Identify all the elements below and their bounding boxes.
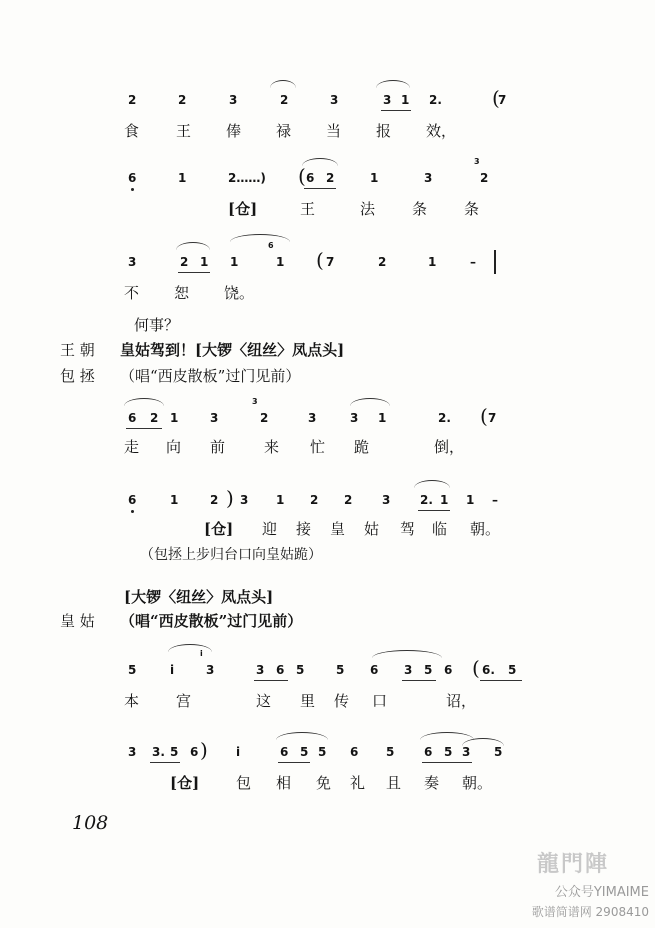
underline (480, 680, 522, 681)
note: 5 (300, 745, 309, 759)
paren-open: ( (472, 656, 480, 680)
dash: – (492, 493, 498, 507)
lyric-char: 包 (236, 774, 252, 792)
note: 5 (494, 745, 503, 759)
stage-direction: （包拯上步归台口向皇姑跪） (140, 547, 322, 563)
lyric-char: 临 (432, 520, 448, 538)
lyric-char: 姑 (364, 520, 380, 538)
watermark-line-2: 歌谱简谱网 2908410 (531, 905, 649, 919)
note: 2 (128, 93, 137, 107)
note: 2 (326, 171, 335, 185)
note: 3 (404, 663, 413, 677)
underline (304, 188, 336, 189)
watermark-line-1: 公众号YIMAIME (554, 885, 649, 900)
note: 1 (401, 93, 410, 107)
underline (402, 680, 436, 681)
lyric-char: 朝。 (462, 774, 493, 792)
note: 6 (128, 411, 137, 425)
note: 2 (180, 255, 189, 269)
slur (302, 158, 338, 166)
speech-line: 皇姑驾到！[大锣〈纽丝〉凤点头] (120, 341, 345, 359)
note: 3 (330, 93, 339, 107)
lyric-char: 当 (326, 122, 342, 140)
note: i (170, 663, 175, 677)
lyric-char: 向 (166, 438, 182, 456)
aria-direction: （唱“西皮散板”过门见前） (120, 612, 303, 630)
note: 2 (150, 411, 159, 425)
note: 3 (462, 745, 471, 759)
note: 1 (230, 255, 239, 269)
note: 7 (488, 411, 497, 425)
note: 2 (310, 493, 319, 507)
slur (176, 242, 210, 250)
note: 5 (128, 663, 137, 677)
note: 6 (306, 171, 315, 185)
note: 3 (350, 411, 359, 425)
lyric-char: 王 (176, 122, 192, 140)
lyric-char: 驾 (400, 520, 416, 538)
note: 5 (336, 663, 345, 677)
note: 2. (420, 493, 433, 507)
lyric-char: 礼 (350, 774, 366, 792)
underline (150, 762, 180, 763)
barline (494, 250, 496, 274)
note: 3 (210, 411, 219, 425)
note: 2 (210, 493, 219, 507)
note: 1 (178, 171, 187, 185)
lyric-char: 来 (264, 438, 280, 456)
note: 2 (178, 93, 187, 107)
lyric-char: 里 (300, 692, 316, 710)
paren-open: ( (492, 86, 500, 110)
note: 5 (318, 745, 327, 759)
lyric-char: 报 (376, 122, 392, 140)
note: 3 (128, 745, 137, 759)
note: 3 (383, 93, 392, 107)
slur (168, 644, 212, 652)
note: 5 (170, 745, 179, 759)
lyric-char: 条 (464, 200, 480, 218)
lyric-char: 食 (124, 122, 140, 140)
lyric-char: 接 (296, 520, 312, 538)
note: 2. (429, 93, 442, 107)
note: 3 (206, 663, 215, 677)
slur (414, 480, 450, 488)
lyric-char: 法 (360, 200, 376, 218)
watermark (449, 842, 649, 922)
note: 2 (378, 255, 387, 269)
dash: – (470, 255, 476, 269)
note: 6 (128, 493, 137, 507)
lyric-char: 皇 (330, 520, 346, 538)
speaker-huanggu: 皇 姑 (60, 612, 95, 630)
note: 5 (444, 745, 453, 759)
grace-note: i (200, 649, 203, 658)
gong-mark: [仓] (204, 520, 234, 538)
grace-note: 3 (252, 397, 258, 406)
note: 6 (190, 745, 199, 759)
note: 5 (296, 663, 305, 677)
note: 1 (276, 255, 285, 269)
note: 1 (466, 493, 475, 507)
lyric-char: 禄 (276, 122, 292, 140)
lyric-char: 奏 (424, 774, 440, 792)
low-dot (131, 510, 134, 513)
note: 6 (276, 663, 285, 677)
lyric-char: 诏， (446, 692, 477, 710)
grace-note: 6 (268, 241, 274, 250)
note: 3 (240, 493, 249, 507)
note: 2 (280, 93, 289, 107)
note: 6 (128, 171, 137, 185)
note: 5 (424, 663, 433, 677)
lyric-char: 传 (334, 692, 350, 710)
percussion-heading: [大锣〈纽丝〉凤点头] (124, 588, 274, 606)
note: 3. (152, 745, 165, 759)
note: 3 (308, 411, 317, 425)
lyric-char: 前 (210, 438, 226, 456)
lyric-char: 俸 (226, 122, 242, 140)
gong-mark: [仓] (228, 200, 258, 218)
page-number: 108 (72, 812, 109, 834)
note: 1 (170, 493, 179, 507)
lyric-char: 忙 (310, 438, 326, 456)
gong-mark: [仓] (170, 774, 200, 792)
note: 6. (482, 663, 495, 677)
slur (230, 234, 290, 242)
lyric-char: 饶。 (224, 284, 255, 302)
lyric-char: 效， (426, 122, 457, 140)
lyric-char: 迎 (262, 520, 278, 538)
note: 6 (370, 663, 379, 677)
paren-open: ( (316, 248, 324, 272)
lyric-char: 这 (256, 692, 272, 710)
grace-note: 3 (474, 157, 480, 166)
note: 1 (378, 411, 387, 425)
paren-open: ( (298, 164, 306, 188)
underline (178, 272, 210, 273)
aria-direction: （唱“西皮散板”过门见前） (120, 367, 301, 385)
note: 3 (382, 493, 391, 507)
slur (420, 732, 474, 740)
slur (350, 398, 390, 406)
note: 2……) (228, 171, 266, 185)
underline (422, 762, 472, 763)
speaker-baozheng: 包 拯 (60, 367, 95, 385)
slur (124, 398, 164, 406)
note: 2 (480, 171, 489, 185)
lyric-char: 本 (124, 692, 140, 710)
note: 2. (438, 411, 451, 425)
low-dot (131, 188, 134, 191)
lyric-char: 倒， (434, 438, 465, 456)
note: 3 (128, 255, 137, 269)
slur (372, 650, 442, 658)
paren-close: ) (226, 486, 234, 510)
lyric-char: 跪 (354, 438, 370, 456)
paren-close: ) (200, 738, 208, 762)
lyric-char: 免 (316, 774, 332, 792)
note: 2 (344, 493, 353, 507)
note: 3 (229, 93, 238, 107)
note: 6 (280, 745, 289, 759)
speech: 何事？ (134, 316, 180, 334)
note: 1 (276, 493, 285, 507)
note: 1 (370, 171, 379, 185)
watermark-logo: 龍門陣 (536, 852, 609, 877)
underline (381, 110, 411, 111)
note: 3 (424, 171, 433, 185)
note: 1 (200, 255, 209, 269)
note: 3 (256, 663, 265, 677)
note: 7 (498, 93, 507, 107)
lyric-char: 口 (372, 692, 388, 710)
note: i (236, 745, 241, 759)
note: 5 (386, 745, 395, 759)
underline (418, 510, 450, 511)
underline (254, 680, 288, 681)
lyric-char: 条 (412, 200, 428, 218)
lyric-char: 宫 (176, 692, 192, 710)
note: 6 (444, 663, 453, 677)
note: 1 (170, 411, 179, 425)
speaker-wangchao: 王 朝 (60, 341, 95, 359)
lyric-char: 且 (386, 774, 402, 792)
lyric-char: 走 (124, 438, 140, 456)
lyric-char: 王 (300, 200, 316, 218)
slur (276, 732, 328, 740)
underline (278, 762, 310, 763)
paren-open: ( (480, 404, 488, 428)
slur (270, 80, 296, 88)
note: 7 (326, 255, 335, 269)
underline (126, 428, 162, 429)
lyric-char: 恕 (174, 284, 190, 302)
note: 6 (424, 745, 433, 759)
slur (376, 80, 410, 88)
note: 6 (350, 745, 359, 759)
note: 5 (508, 663, 517, 677)
lyric-char: 不 (124, 284, 140, 302)
note: 2 (260, 411, 269, 425)
note: 1 (440, 493, 449, 507)
note: 1 (428, 255, 437, 269)
lyric-char: 朝。 (470, 520, 501, 538)
slur (462, 738, 504, 746)
lyric-char: 相 (276, 774, 292, 792)
